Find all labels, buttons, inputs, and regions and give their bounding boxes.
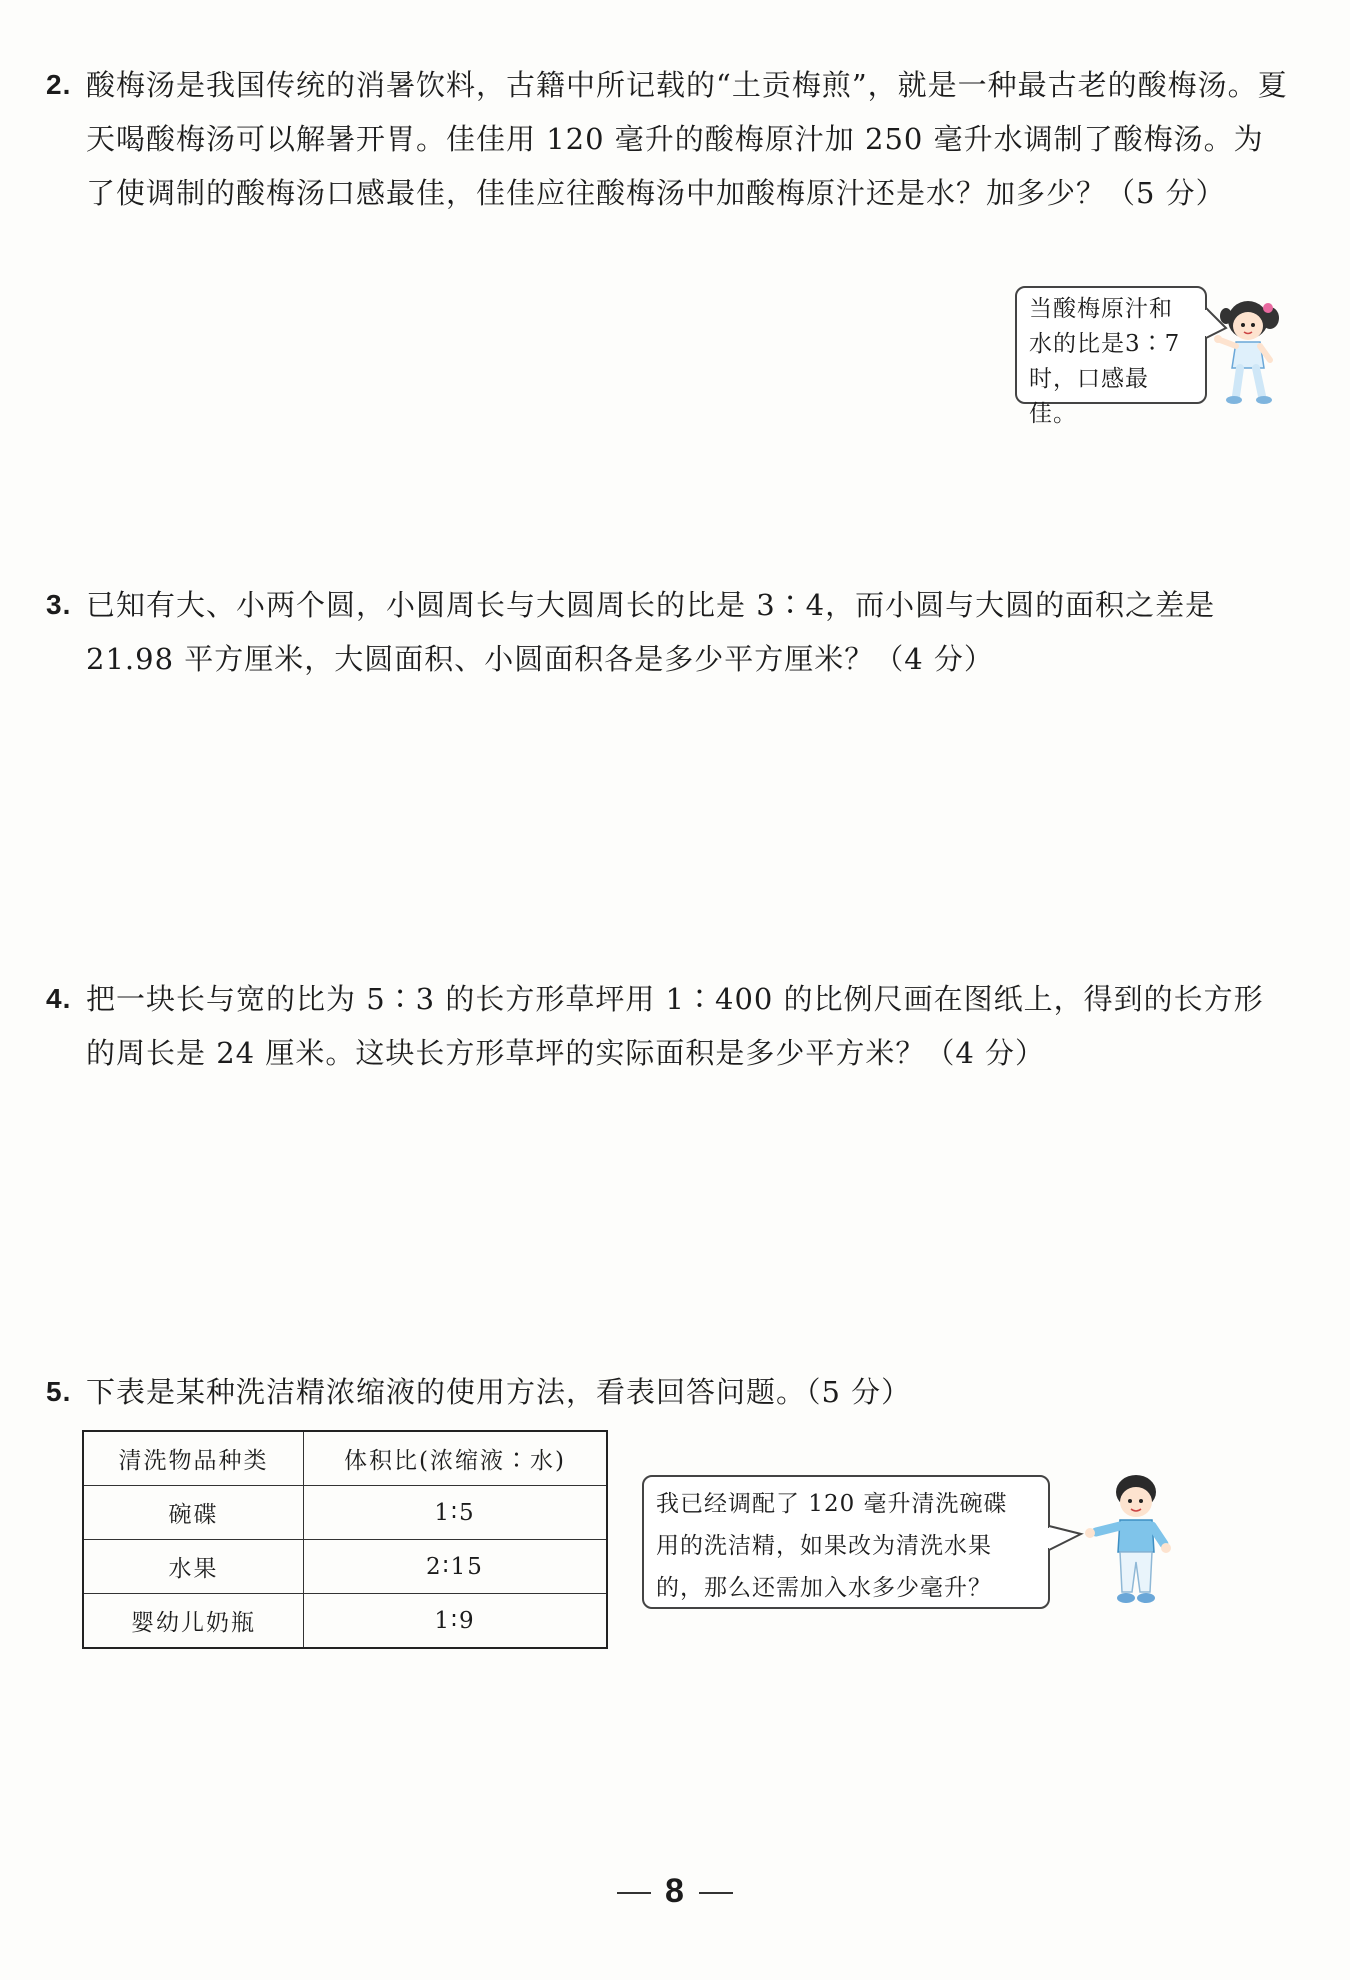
problem-2-text: 酸梅汤是我国传统的消暑饮料，古籍中所记载的“土贡梅煎”，就是一种最古老的酸梅汤。夏天喝酸梅汤可以解暑开胃。佳佳用 120 毫升的酸梅原汁加 250 毫升水调制了酸梅汤。为了使调制的酸梅汤口感最佳，佳佳应往酸梅汤中加酸梅原汁还是水？加多少？（5 分） [86, 68, 1288, 210]
boy-speech-bubble [642, 1475, 1050, 1609]
table-header: 体积比(浓缩液∶水) [304, 1431, 608, 1486]
problem-4-text: 把一块长与宽的比为 5∶3 的长方形草坪用 1∶400 的比例尺画在图纸上，得到的长方形的周长是 24 厘米。这块长方形草坪的实际面积是多少平方米？（4 分） [86, 982, 1264, 1070]
bubble-line: 当酸梅原汁和 [1029, 296, 1173, 322]
table-cell: 1∶5 [304, 1486, 608, 1540]
table-row [83, 1540, 607, 1594]
table-cell: 2∶15 [304, 1540, 608, 1594]
problem-3 [46, 578, 1291, 686]
boy-illustration [1078, 1470, 1180, 1610]
table-header-row [83, 1431, 607, 1486]
problem-5-text: 下表是某种洗洁精浓缩液的使用方法，看表回答问题。（5 分） [86, 1375, 912, 1409]
problem-3-number: 3. [46, 589, 72, 620]
problem-3-text: 已知有大、小两个圆，小圆周长与大圆周长的比是 3∶4，而小圆与大圆的面积之差是 21.98 平方厘米，大圆面积、小圆面积各是多少平方厘米？（4 分） [86, 588, 1216, 676]
girl-speech-bubble [1015, 286, 1207, 427]
bubble-line: 时，口感最佳。 [1029, 366, 1149, 427]
problem-4 [46, 972, 1291, 1080]
table-row [83, 1594, 607, 1649]
table-cell: 碗碟 [83, 1486, 304, 1540]
bubble-line: 用的洗洁精，如果改为清洗水果 [656, 1533, 992, 1559]
table-cell: 水果 [83, 1540, 304, 1594]
problem-4-number: 4. [46, 983, 72, 1014]
page-number [0, 1872, 1350, 1911]
page-number-dash-left [617, 1892, 651, 1894]
table-row [83, 1486, 607, 1540]
usage-table [82, 1430, 608, 1649]
page-number-value: 8 [665, 1872, 685, 1910]
table-cell: 婴幼儿奶瓶 [83, 1594, 304, 1649]
problem-2 [46, 58, 1291, 220]
table-header: 清洗物品种类 [83, 1431, 304, 1486]
bubble-line: 水的比是3∶7 [1029, 331, 1181, 357]
bubble-line: 的，那么还需加入水多少毫升？ [656, 1575, 992, 1601]
page-number-dash-right [699, 1892, 733, 1894]
problem-5 [46, 1365, 1291, 1419]
bubble-line: 我已经调配了 120 毫升清洗碗碟 [656, 1491, 1008, 1517]
table-cell: 1∶9 [304, 1594, 608, 1649]
problem-2-number: 2. [46, 69, 72, 100]
girl-illustration [1212, 296, 1292, 408]
problem-5-number: 5. [46, 1376, 72, 1407]
